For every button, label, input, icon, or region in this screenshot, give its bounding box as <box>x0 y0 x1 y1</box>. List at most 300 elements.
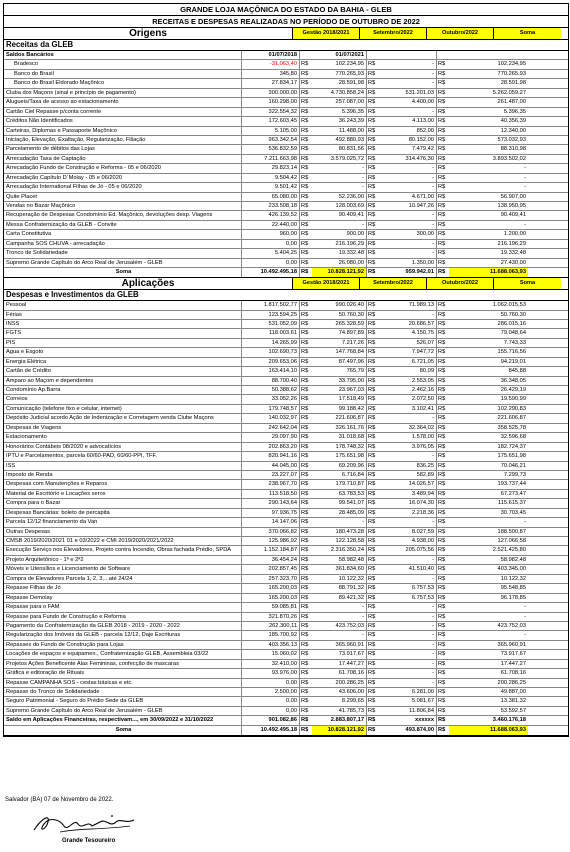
value-c1: 257.323,70 <box>242 575 300 583</box>
value-c2: 3.579.025,72 <box>312 155 367 163</box>
row-label: Despesas com Manutenções e Reparos <box>4 480 242 488</box>
row-label: Quite Placet <box>4 193 242 201</box>
value-c1: 5.105,00 <box>242 127 300 135</box>
currency-symbol: R$ <box>438 349 446 356</box>
value-c3: - <box>379 452 437 460</box>
value-c1: 97.936,75 <box>242 509 300 517</box>
currency-symbol: R$ <box>368 500 376 507</box>
currency-symbol: R$ <box>368 698 376 705</box>
currency-symbol: R$ <box>438 302 446 309</box>
currency-symbol: R$ <box>368 99 376 106</box>
value-c1: -31.063,40 <box>242 60 300 68</box>
aplicacoes-column-header <box>4 278 568 290</box>
value-c3: - <box>379 70 437 78</box>
despesa-row <box>4 499 568 508</box>
despesa-row <box>4 603 568 612</box>
value-c3: 4.671,00 <box>379 193 437 201</box>
value-c1: 209.653,06 <box>242 358 300 366</box>
currency-symbol: R$ <box>368 604 376 611</box>
value-c1: 163.414,10 <box>242 367 300 375</box>
origens-column-header <box>4 28 568 40</box>
currency-symbol: R$ <box>368 660 376 667</box>
value-c1: 179.748,57 <box>242 405 300 413</box>
row-label: Projetos Ações Beneficente Alas Femininas, confecção de mascaras <box>4 660 242 668</box>
value-c2: 10.122,32 <box>312 575 367 583</box>
row-label: Carta Constitutiva <box>4 230 242 238</box>
row-label: CMSB 2019/2020/2021 01 e 03/2022 e CMI 2019/2020/2021/2022 <box>4 537 242 545</box>
value-c2: 2.883.807,17 <box>312 716 367 724</box>
currency-symbol: R$ <box>301 203 309 209</box>
col-header-gestao: Gestão 2018/2021 <box>293 28 360 39</box>
value-c2: - <box>312 631 367 639</box>
currency-symbol: R$ <box>438 641 446 648</box>
value-c2: 26.080,00 <box>312 259 367 267</box>
value-c3: - <box>379 650 437 658</box>
despesa-row <box>4 386 568 395</box>
value-c1: 0,00 <box>242 707 300 715</box>
value-c3: - <box>379 518 437 526</box>
value-c2: 17.447,27 <box>312 660 367 668</box>
value-c3: 4.938,00 <box>379 537 437 545</box>
value-c3: 4.400,00 <box>379 98 437 106</box>
value-c2: 147.768,84 <box>312 348 367 356</box>
value-c2: 492.880,93 <box>312 136 367 144</box>
currency-symbol: R$ <box>438 221 446 228</box>
row-label: Outras Despesas <box>4 528 242 536</box>
value-c2: 23.967,03 <box>312 386 367 394</box>
currency-symbol: R$ <box>438 61 446 68</box>
row-label: Cartão Ciel Repasse p/conta corrente <box>4 108 242 116</box>
currency-symbol: R$ <box>368 387 376 393</box>
value-c2: 990.026,40 <box>312 301 367 309</box>
value-c2: 43.606,00 <box>312 688 367 696</box>
currency-symbol: R$ <box>301 212 309 219</box>
value-c4: 182.724,37 <box>497 443 526 450</box>
value-c3: 6.281,00 <box>379 688 437 696</box>
value-c1: 165.200,03 <box>242 584 300 592</box>
currency-symbol: R$ <box>301 566 309 573</box>
value-c2: 265.328,59 <box>312 320 367 328</box>
value-c3: 2.462,16 <box>379 386 437 394</box>
value-c1: 113.518,50 <box>242 490 300 498</box>
currency-symbol: R$ <box>438 698 446 705</box>
value-c4: 27.430,00 <box>500 259 526 266</box>
currency-symbol: R$ <box>301 70 309 77</box>
currency-symbol: R$ <box>438 547 446 554</box>
value-c4: 1.200,00 <box>503 231 526 238</box>
value-c2: 770.265,93 <box>312 70 367 78</box>
receita-row <box>4 240 568 249</box>
value-c2: 36.243,39 <box>312 117 367 125</box>
value-c3: xxxxxx <box>379 716 437 724</box>
currency-symbol: R$ <box>301 471 309 478</box>
currency-symbol: R$ <box>368 641 376 648</box>
value-c1: 322.554,32 <box>242 108 300 116</box>
row-label: Recuperação de Despesas Condomínio Ed. Maçônico, devoluções desp. Viagens <box>4 211 242 219</box>
value-c3: 314.476,30 <box>379 155 437 163</box>
currency-symbol: R$ <box>438 462 446 469</box>
row-label: Estacionamento <box>4 433 242 441</box>
currency-symbol: R$ <box>438 174 446 181</box>
value-c4: 423.752,03 <box>497 622 526 629</box>
value-c4: 50.760,30 <box>500 311 526 318</box>
row-label: Cluba dos Maçons (sinal e princípio de pagamento) <box>4 89 242 97</box>
value-c1: 27.834,17 <box>242 79 300 87</box>
despesa-row <box>4 462 568 471</box>
value-c3: 6.757,53 <box>379 594 437 602</box>
currency-symbol: R$ <box>438 651 446 658</box>
value-c3: - <box>379 164 437 172</box>
currency-symbol: R$ <box>301 632 309 639</box>
currency-symbol: R$ <box>301 396 309 403</box>
row-label: Seguro Patrimonial - Seguro do Prédio Sede da GLEB <box>4 697 242 705</box>
value-c2: 122.128,58 <box>312 537 367 545</box>
currency-symbol: R$ <box>368 108 376 115</box>
currency-symbol: R$ <box>301 221 309 228</box>
value-c3 <box>379 51 437 59</box>
currency-symbol <box>437 51 449 59</box>
currency-symbol: R$ <box>438 193 446 200</box>
currency-symbol: R$ <box>368 221 376 228</box>
currency-symbol: R$ <box>301 707 309 714</box>
currency-symbol: R$ <box>438 259 446 266</box>
currency-symbol: R$ <box>301 118 309 125</box>
currency-symbol: R$ <box>438 127 446 134</box>
row-label: Arrecadação International Filhas de Jó - 05 e 06/2020 <box>4 183 242 191</box>
currency-symbol: R$ <box>438 556 446 563</box>
despesa-row <box>4 490 568 499</box>
row-label: Férias <box>4 311 242 319</box>
value-c3: - <box>379 240 437 248</box>
value-c4: 49.887,00 <box>500 689 526 695</box>
currency-symbol: R$ <box>438 622 446 629</box>
value-c2: 31.018,68 <box>312 433 367 441</box>
currency-symbol: R$ <box>301 61 309 68</box>
currency-symbol: R$ <box>301 641 309 648</box>
value-c1: 370.066,82 <box>242 528 300 536</box>
despesa-row <box>4 311 568 320</box>
value-c3: - <box>379 211 437 219</box>
receita-row <box>4 98 568 107</box>
currency-symbol: R$ <box>438 660 446 667</box>
value-c1: 426.139,52 <box>242 211 300 219</box>
value-c3: 6.757,53 <box>379 584 437 592</box>
value-c3: 526,07 <box>379 339 437 347</box>
despesa-row <box>4 688 568 697</box>
total-value-c3: 493.874,00 <box>379 726 437 735</box>
receita-row <box>4 136 568 145</box>
currency-symbol: R$ <box>301 174 309 181</box>
currency-symbol: R$ <box>368 519 376 526</box>
currency-symbol: R$ <box>301 250 309 257</box>
value-c4: 138.950,95 <box>497 203 526 209</box>
despesa-row <box>4 641 568 650</box>
despesa-row <box>4 405 568 414</box>
row-label: Material de Escritório e Locações xerox <box>4 490 242 498</box>
value-c1: 820.941,16 <box>242 452 300 460</box>
value-c1: 202.863,20 <box>242 443 300 451</box>
currency-symbol: R$ <box>368 632 376 639</box>
value-c2: 90.409,41 <box>312 211 367 219</box>
value-c3: 32.364,02 <box>379 424 437 432</box>
currency-symbol: R$ <box>438 707 446 714</box>
despesas-table <box>4 301 568 736</box>
value-c2: 11.488,00 <box>312 127 367 135</box>
currency-symbol: R$ <box>368 320 376 327</box>
value-c4: 32.596,68 <box>500 434 526 441</box>
col-header-outubro: Outubro/2022 <box>427 278 494 289</box>
row-label: Alugueis/Taxa de acesso ao estacionamento <box>4 98 242 106</box>
currency-symbol: R$ <box>438 689 446 695</box>
currency-symbol: R$ <box>301 387 309 393</box>
row-label: Honorários Contábeis 08/2020 e advocatícios <box>4 443 242 451</box>
value-c3: - <box>379 575 437 583</box>
despesa-row <box>4 348 568 357</box>
value-c2: - <box>312 164 367 172</box>
currency-symbol: R$ <box>368 146 376 153</box>
currency-symbol: R$ <box>438 396 446 403</box>
currency-symbol: R$ <box>301 377 309 384</box>
currency-symbol: R$ <box>368 231 376 238</box>
value-c3: - <box>379 79 437 87</box>
currency-symbol: R$ <box>438 330 446 337</box>
currency-symbol: R$ <box>438 387 446 393</box>
despesa-row <box>4 414 568 423</box>
receita-row <box>4 174 568 183</box>
currency-symbol: R$ <box>301 405 309 412</box>
value-c4: 102.234,95 <box>497 61 526 68</box>
value-c4: 30.703,45 <box>500 509 526 516</box>
signer-title: Grande Tesoureiro <box>62 838 116 844</box>
currency-symbol: R$ <box>301 509 309 516</box>
currency-symbol: R$ <box>368 368 376 375</box>
value-c3: 16.074,30 <box>379 499 437 507</box>
value-c2: - <box>312 518 367 526</box>
value-c3: 5.081,67 <box>379 697 437 705</box>
despesa-row <box>4 395 568 404</box>
despesa-row <box>4 679 568 688</box>
row-label: Gráfica e editoração de Rituais <box>4 669 242 677</box>
total-label: Soma <box>4 268 242 277</box>
despesa-row <box>4 320 568 329</box>
value-c3: 8.027,59 <box>379 528 437 536</box>
row-label: Despesas de Viagens <box>4 424 242 432</box>
value-c4: 19.590,99 <box>500 396 526 403</box>
value-c2: 28.591,98 <box>312 79 367 87</box>
value-c1: 88.700,40 <box>242 377 300 385</box>
currency-symbol: R$ <box>368 311 376 318</box>
value-c1: 44.045,00 <box>242 462 300 470</box>
value-c1: 185.700,92 <box>242 631 300 639</box>
currency-symbol: R$ <box>438 80 446 87</box>
row-label: Locações de espaços e equipamen., Confraternização GLEB, Assembleia 03/22 <box>4 650 242 658</box>
value-c1: 29.823,14 <box>242 164 300 172</box>
currency-symbol: R$ <box>301 490 309 497</box>
row-label: Iniciação, Elevação, Exaltação, Regularização, Filiação <box>4 136 242 144</box>
value-c4: 3.893.502,02 <box>492 155 526 162</box>
row-label: Cartão de Crédito <box>4 367 242 375</box>
currency-symbol: R$ <box>301 240 309 247</box>
currency-symbol: R$ <box>438 240 446 247</box>
currency-symbol: R$ <box>368 547 376 554</box>
currency-symbol: R$ <box>368 471 376 478</box>
value-c1: 123.594,25 <box>242 311 300 319</box>
currency-symbol: R$ <box>368 717 376 724</box>
currency-symbol: R$ <box>368 330 376 337</box>
currency-symbol: R$ <box>301 443 309 450</box>
row-label: Móveis e Utensílios e Licenciamento de Software <box>4 565 242 573</box>
value-c2: 175.651,98 <box>312 452 367 460</box>
despesa-row <box>4 546 568 555</box>
currency-symbol: R$ <box>301 604 309 611</box>
receitas-table <box>4 51 568 278</box>
row-label: Repasses do Fundo de Construção para Lojas <box>4 641 242 649</box>
currency-symbol: R$ <box>438 250 446 257</box>
receita-row <box>4 79 568 88</box>
value-c1: 65.080,00 <box>242 193 300 201</box>
despesa-row <box>4 509 568 518</box>
value-c3: 3.489,94 <box>379 490 437 498</box>
receita-row <box>4 183 568 192</box>
value-c2: 221.606,87 <box>312 414 367 422</box>
value-c3: 10.947,26 <box>379 202 437 210</box>
value-c3: 300,00 <box>379 230 437 238</box>
currency-symbol: R$ <box>438 118 446 125</box>
place-date: Salvador (BA) 07 de Novembro de 2022. <box>5 797 114 803</box>
row-label: Carteiras, Diplomas e Passaporte Maçônico <box>4 127 242 135</box>
despesa-row <box>4 480 568 489</box>
value-c1: 1.152.184,87 <box>242 546 300 554</box>
origens-heading: Origens <box>4 28 293 39</box>
value-c3: - <box>379 669 437 677</box>
value-c3: 14.026,57 <box>379 480 437 488</box>
currency-symbol: R$ <box>438 231 446 238</box>
value-c4: 3.460.176,18 <box>492 717 526 724</box>
total-value-c2: 10.828.121,92 <box>312 726 367 735</box>
row-label: Repasse Demolay <box>4 594 242 602</box>
value-c2: 4.730.858,24 <box>312 89 367 97</box>
currency-symbol: R$ <box>301 108 309 115</box>
value-c2: 87.497,96 <box>312 358 367 366</box>
row-label: Amparo ao Maçom e dependentes <box>4 377 242 385</box>
value-c2: 01/07/2021 <box>312 51 367 59</box>
value-c2: 58.982,48 <box>312 556 367 564</box>
row-label: Arrecadação Fundo de Construção e Reforma - 05 e 06/2020 <box>4 164 242 172</box>
value-c3: - <box>379 660 437 668</box>
receita-row <box>4 193 568 202</box>
value-c4: 95.548,85 <box>500 585 526 592</box>
currency-symbol: R$ <box>368 377 376 384</box>
value-c4: 770.265,93 <box>497 70 526 77</box>
value-c1: 140.032,97 <box>242 414 300 422</box>
total-value-c3: 959.942,01 <box>379 268 437 277</box>
currency-symbol: R$ <box>301 302 309 309</box>
row-label: Energia Elétrica <box>4 358 242 366</box>
currency-symbol: R$ <box>438 594 446 601</box>
currency-symbol: R$ <box>438 443 446 450</box>
despesa-row <box>4 452 568 461</box>
value-c2: 61.708,16 <box>312 669 367 677</box>
value-c4: 261.487,00 <box>497 99 526 106</box>
row-label: Parcela 12/12 financiamento da Van <box>4 518 242 526</box>
currency-symbol: R$ <box>438 415 446 422</box>
value-c4: 200.286,25 <box>497 679 526 686</box>
currency-symbol: R$ <box>368 689 376 695</box>
value-c2: 423.752,03 <box>312 622 367 630</box>
value-c2: 41.785,73 <box>312 707 367 715</box>
despesa-row <box>4 575 568 584</box>
currency-symbol: R$ <box>368 424 376 431</box>
row-label: Projeto Arquitetônico - 1ª e 2ª2 <box>4 556 242 564</box>
total-label: Soma <box>4 726 242 735</box>
despesa-row <box>4 650 568 659</box>
signature <box>30 810 140 836</box>
row-label: Arrecadação Taxa de Captação <box>4 155 242 163</box>
value-c3: 3.976,05 <box>379 443 437 451</box>
value-c4: - <box>524 604 526 611</box>
col-header-outubro: Outubro/2022 <box>427 28 494 39</box>
value-c1: 0,00 <box>242 679 300 687</box>
currency-symbol: R$ <box>368 165 376 172</box>
currency-symbol: R$ <box>368 679 376 686</box>
currency-symbol: R$ <box>438 566 446 573</box>
value-c3: - <box>379 631 437 639</box>
currency-symbol: R$ <box>301 528 309 535</box>
currency-symbol: R$ <box>438 339 446 346</box>
currency-symbol: R$ <box>438 99 446 106</box>
value-c4: 1.062.015,53 <box>492 302 526 309</box>
value-c1: 202.857,45 <box>242 565 300 573</box>
currency-symbol: R$ <box>301 99 309 106</box>
currency-symbol: R$ <box>368 538 376 544</box>
value-c3: 2.218,36 <box>379 509 437 517</box>
currency-symbol: R$ <box>368 269 376 276</box>
value-c4: 94.219,01 <box>500 358 526 365</box>
value-c1: 23.227,07 <box>242 471 300 479</box>
value-c4: 5.262.059,27 <box>492 89 526 96</box>
currency-symbol: R$ <box>438 717 446 724</box>
value-c3: - <box>379 60 437 68</box>
value-c3: 205.075,56 <box>379 546 437 554</box>
despesas-section-title: Despesas e Investimentos da GLEB <box>4 290 568 301</box>
value-c4: 286.015,16 <box>497 320 526 327</box>
despesa-row <box>4 594 568 603</box>
value-c2: 765,79 <box>312 367 367 375</box>
value-c4: 61.708,16 <box>500 670 526 677</box>
currency-symbol: R$ <box>301 415 309 422</box>
currency-symbol: R$ <box>368 509 376 516</box>
currency-symbol: R$ <box>438 453 446 460</box>
currency-symbol: R$ <box>438 434 446 441</box>
currency-symbol: R$ <box>438 377 446 384</box>
row-label: Compra para o Bazar <box>4 499 242 507</box>
value-c3: - <box>379 556 437 564</box>
value-c4: 403.345,00 <box>497 566 526 573</box>
currency-symbol <box>367 51 379 59</box>
currency-symbol: R$ <box>438 358 446 365</box>
currency-symbol: R$ <box>438 679 446 686</box>
value-c3: 531.201,03 <box>379 89 437 97</box>
value-c4: - <box>524 519 526 526</box>
despesa-row <box>4 707 568 716</box>
currency-symbol: R$ <box>301 538 309 544</box>
row-label: FGTS <box>4 329 242 337</box>
value-c1: 160.298,00 <box>242 98 300 106</box>
currency-symbol: R$ <box>301 726 309 733</box>
row-label: Repasse CAMPANHA SOS - cestas básicas e etc. <box>4 679 242 687</box>
row-label: Créditos Não Identificados <box>4 117 242 125</box>
value-c1: 960,00 <box>242 230 300 238</box>
